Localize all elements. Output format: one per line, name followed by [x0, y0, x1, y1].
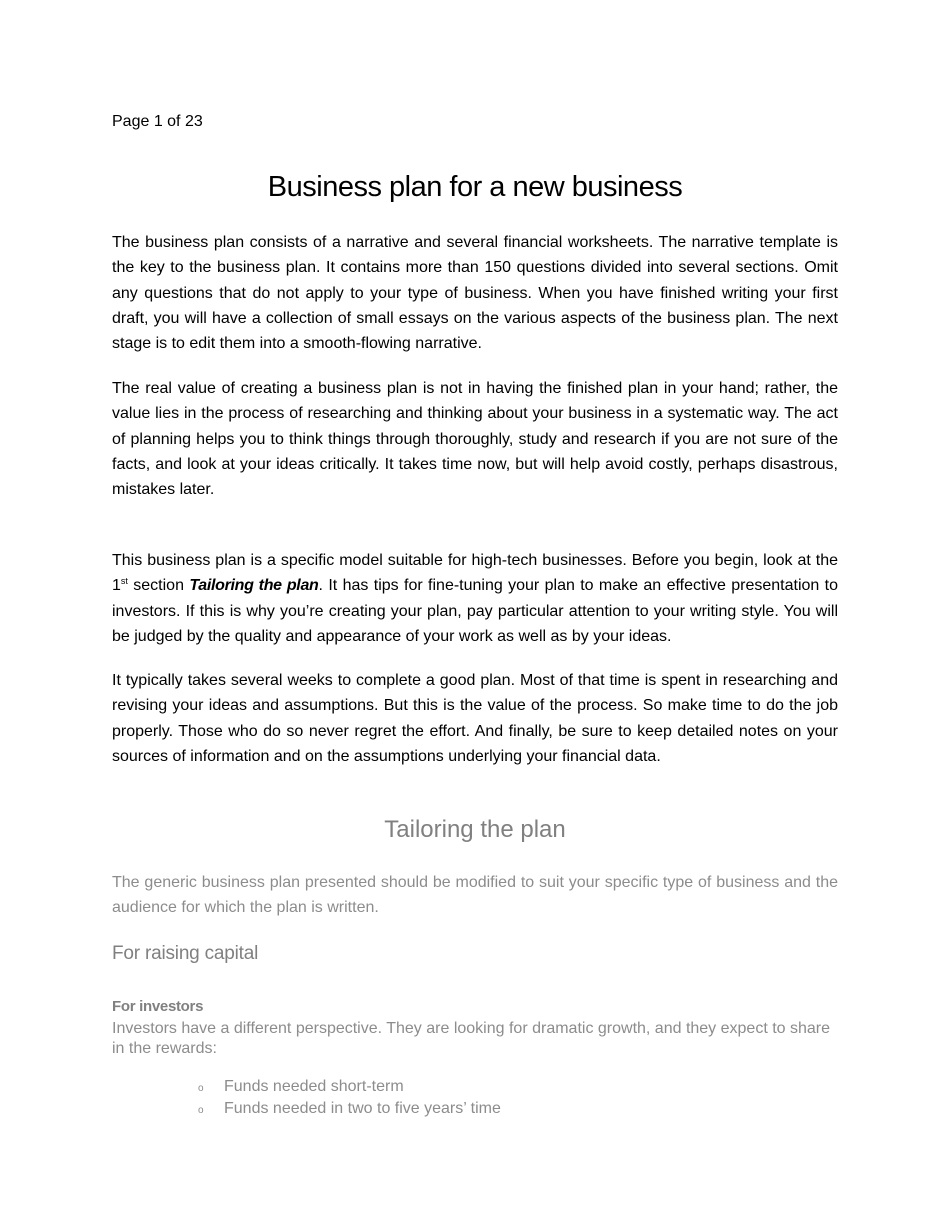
list-item [198, 1099, 501, 1121]
list-item-text: Funds needed in two to five years’ time [224, 1100, 501, 1117]
document-title: Business plan for a new business [267, 171, 683, 203]
minor-heading: For investors [112, 998, 204, 1015]
paragraph-3-text-a: This business plan is a specific model suitable for high-tech businesses. Before you begin, look at the 1 [112, 552, 838, 595]
bullet-icon: o [198, 1083, 204, 1094]
intro-paragraph-2: The real value of creating a business plan is not in having the finished plan in your hand; rather, the value lies in the process of researching and thinking about your business in a systematic way. The act of planning helps you to think things through thoroughly, study and research if you are not sure of the facts, and look at your ideas critically. It takes time now, but will help avoid costly, perhaps disastrous, mistakes later. [112, 380, 838, 499]
section-reference-emphasis: Tailoring the plan [189, 577, 319, 595]
section-heading: Tailoring the plan [384, 816, 566, 843]
investors-paragraph: Investors have a different perspective. They are looking for dramatic growth, and they expect to share in the rewards: [112, 1020, 831, 1057]
list-item-text: Funds needed short-term [224, 1078, 404, 1095]
page-number: Page 1 of 23 [112, 113, 203, 130]
bullet-icon: o [198, 1105, 204, 1116]
section-intro-paragraph: The generic business plan presented should be modified to suit your specific type of business and the audience for which the plan is written. [112, 874, 838, 917]
intro-paragraph-4: It typically takes several weeks to complete a good plan. Most of that time is spent in researching and revising your ideas and assumptions. But this is the value of the process. So make time to do the job properly. Those who do so never regret the effort. And finally, be sure to keep detailed notes on your sources of information and on the assumptions underlying your financial data. [112, 672, 838, 765]
paragraph-3-text-b: section [127, 577, 190, 595]
intro-paragraph-3 [112, 548, 838, 649]
bullet-list [198, 1077, 501, 1121]
ordinal-superscript: st [120, 576, 128, 587]
list-item [198, 1077, 501, 1099]
paragraph-3-text-c: . It has tips for fine-tuning your plan to make an effective presentation to investors. If this is why you’re creating your plan, pay particular attention to your writing style. You will be judged by the quality and appearance of your work as well as by your ideas. [112, 577, 838, 645]
intro-paragraph-1: The business plan consists of a narrative and several financial worksheets. The narrative template is the key to the business plan. It contains more than 150 questions divided into several sections. Omit any questions that do not apply to your type of business. When you have finished writing your first draft, you will have a collection of small essays on the various aspects of the business plan. The next stage is to edit them into a smooth-flowing narrative. [112, 234, 838, 353]
subsection-heading: For raising capital [112, 943, 259, 964]
